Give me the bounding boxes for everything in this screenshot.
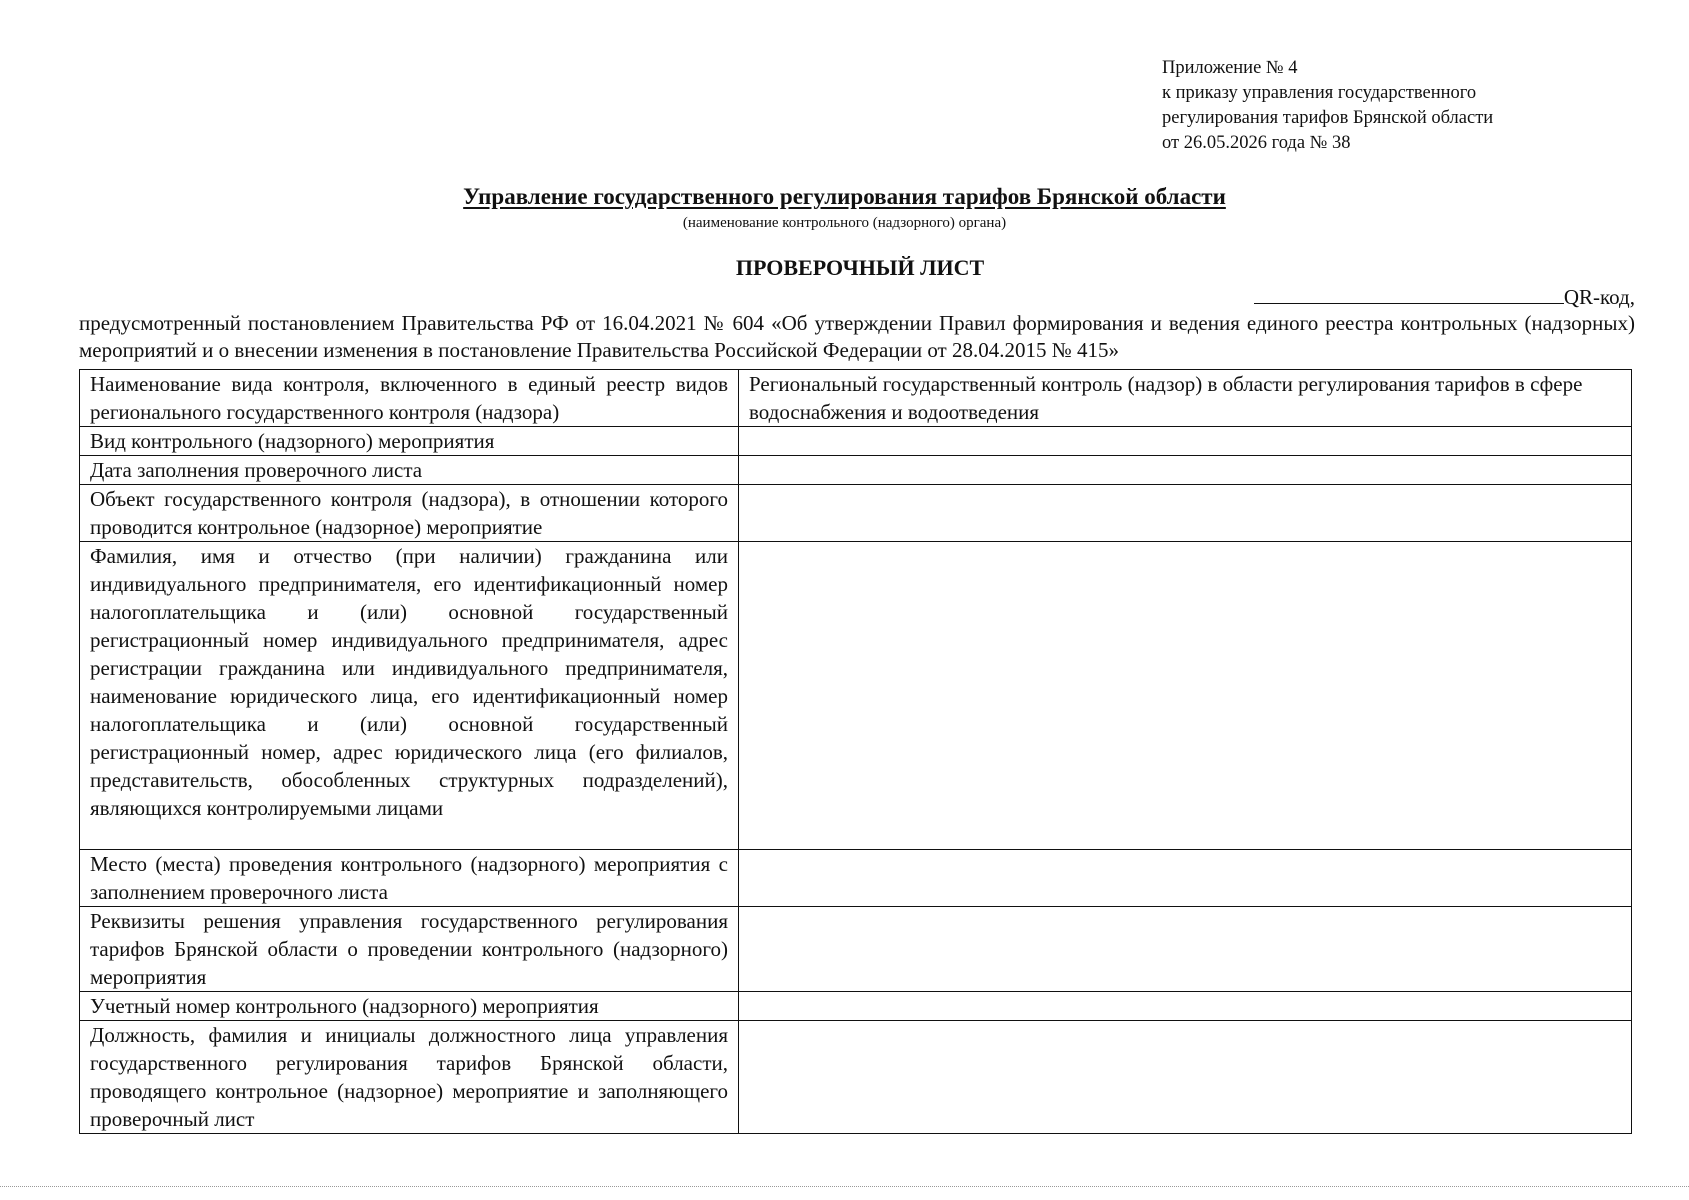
appendix-line: к приказу управления государственного bbox=[1162, 83, 1477, 103]
table-row bbox=[80, 907, 1632, 992]
row-value-field[interactable] bbox=[739, 1021, 1632, 1134]
table-row bbox=[80, 427, 1632, 456]
row-label: Место (места) проведения контрольного (надзорного) мероприятия с заполнением проверочного листа bbox=[80, 850, 739, 907]
row-label: Фамилия, имя и отчество (при наличии) гражданина или индивидуального предпринимателя, его идентификационный номер налогоплательщика и (или) основной государственный регистрационный номер индивидуального предпринимателя, адрес регистрации гражданина или индивидуального предпринимателя, наименование юридического лица, его идентификационный номер налогоплательщика и (или) основной государственный регистрационный номер, адрес юридического лица (его филиалов, представительств, обособленных структурных подразделений), являющихся контролируемыми лицами bbox=[80, 542, 739, 850]
row-value-field[interactable] bbox=[739, 427, 1632, 456]
row-label: Должность, фамилия и инициалы должностного лица управления государственного регулирования тарифов Брянской области, проводящего контрольное (надзорное) мероприятие и заполняющего проверочный лист bbox=[80, 1021, 739, 1134]
row-value-field[interactable] bbox=[739, 992, 1632, 1021]
row-label: Наименование вида контроля, включенного в единый реестр видов регионального государственного контроля (надзора) bbox=[80, 370, 739, 427]
appendix-line: от 26.05.2026 года № 38 bbox=[1162, 133, 1351, 153]
table-row bbox=[80, 850, 1632, 907]
row-value-field[interactable] bbox=[739, 850, 1632, 907]
table-row bbox=[80, 542, 1632, 850]
row-value-field[interactable] bbox=[739, 485, 1632, 542]
row-label: Объект государственного контроля (надзора), в отношении которого проводится контрольное (надзорное) мероприятие bbox=[80, 485, 739, 542]
row-value-field[interactable] bbox=[739, 907, 1632, 992]
qr-line bbox=[1254, 283, 1635, 310]
row-label: Дата заполнения проверочного листа bbox=[80, 456, 739, 485]
row-value-field[interactable] bbox=[739, 456, 1632, 485]
org-name: Управление государственного регулирования тарифов Брянской области bbox=[463, 184, 1226, 209]
row-value-field[interactable] bbox=[739, 542, 1632, 850]
appendix-line: регулирования тарифов Брянской области bbox=[1162, 108, 1494, 128]
table-row bbox=[80, 456, 1632, 485]
row-label: Реквизиты решения управления государственного регулирования тарифов Брянской области о проведении контрольного (надзорного) мероприятия bbox=[80, 907, 739, 992]
row-value: Региональный государственный контроль (надзор) в области регулирования тарифов в сфере водоснабжения и водоотведения bbox=[739, 370, 1632, 427]
table-row bbox=[80, 485, 1632, 542]
row-label: Учетный номер контрольного (надзорного) мероприятия bbox=[80, 992, 739, 1021]
row-label: Вид контрольного (надзорного) мероприятия bbox=[80, 427, 739, 456]
checklist-table bbox=[79, 369, 1632, 1134]
table-row bbox=[80, 370, 1632, 427]
scan-artifact-divider bbox=[0, 1186, 1689, 1191]
qr-label: QR-код, bbox=[1563, 285, 1635, 309]
appendix-block bbox=[1162, 56, 1493, 156]
preamble-text: предусмотренный постановлением Правительства РФ от 16.04.2021 № 604 «Об утверждении Правил формирования и ведения единого реестра контрольных (надзорных) мероприятий и о внесении изменения в постановление Правительства Российской Федерации от 28.04.2015 № 415» bbox=[79, 311, 1635, 362]
org-caption: (наименование контрольного (надзорного) органа) bbox=[682, 215, 1007, 231]
table-row bbox=[80, 992, 1632, 1021]
page-title: ПРОВЕРОЧНЫЙ ЛИСТ bbox=[735, 255, 985, 280]
qr-blank-field[interactable] bbox=[1254, 283, 1564, 304]
appendix-line: Приложение № 4 bbox=[1162, 58, 1298, 78]
table-row bbox=[80, 1021, 1632, 1134]
